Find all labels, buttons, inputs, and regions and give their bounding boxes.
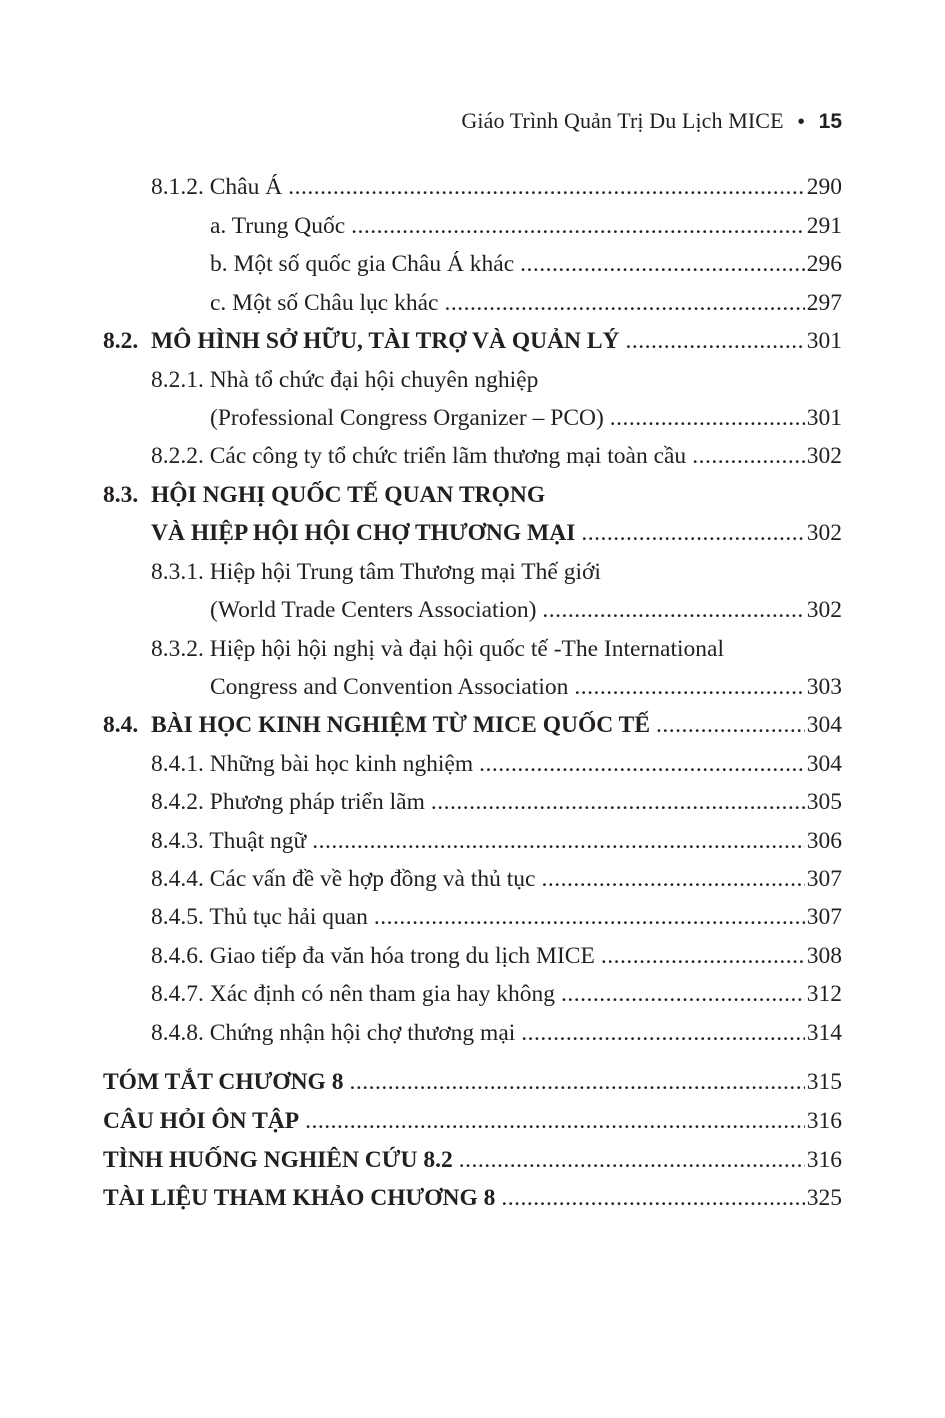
dot-leader [626, 325, 805, 357]
dot-leader [542, 594, 804, 626]
toc-review-questions[interactable] [0, 1105, 945, 1137]
toc-entry-page: 302 [806, 597, 842, 623]
toc-entry-c[interactable] [0, 287, 945, 319]
dot-leader [288, 171, 805, 203]
toc-entry-page: 312 [806, 981, 842, 1007]
toc-entry-8-4-8[interactable] [0, 1017, 945, 1049]
toc-section-8-3-line2[interactable] [0, 517, 945, 549]
dot-leader [349, 1066, 804, 1098]
toc-entry-page: 314 [806, 1020, 842, 1046]
dot-leader [351, 210, 805, 242]
toc-entry-8-1-2[interactable] [0, 171, 945, 203]
toc-entry-a[interactable] [0, 210, 945, 242]
toc-entry-page: 325 [806, 1185, 842, 1211]
toc-entry-page: 296 [806, 251, 842, 277]
toc-entry-label: c. Một số Châu lục khác [210, 290, 439, 316]
toc-entry-label: a. Trung Quốc [210, 213, 346, 239]
toc-entry-page: 301 [806, 405, 842, 431]
section-number: 8.3. [103, 482, 139, 508]
toc-entry-label: 8.2.1. Nhà tổ chức đại hội chuyên nghiệp [151, 367, 539, 393]
dot-leader [305, 1105, 805, 1137]
toc-entry-8-3-2-line2[interactable] [0, 671, 945, 703]
dot-leader [581, 517, 804, 549]
section-number: 8.4. [103, 712, 139, 738]
dot-leader [574, 671, 804, 703]
dot-leader [501, 1182, 804, 1214]
toc-entry-8-4-2[interactable] [0, 786, 945, 818]
dot-leader [610, 402, 805, 434]
toc-entry-b[interactable] [0, 248, 945, 280]
toc-entry-8-4-1[interactable] [0, 748, 945, 780]
toc-entry-8-4-3[interactable] [0, 825, 945, 857]
toc-entry-label: MÔ HÌNH SỞ HỮU, TÀI TRỢ VÀ QUẢN LÝ [151, 328, 620, 354]
dot-leader [561, 978, 805, 1010]
toc-entry-label: TÀI LIỆU THAM KHẢO CHƯƠNG 8 [103, 1185, 496, 1211]
toc-entry-label: 8.4.5. Thủ tục hải quan [151, 904, 368, 930]
toc-entry-8-4-7[interactable] [0, 978, 945, 1010]
dot-leader [656, 709, 805, 741]
toc-entry-label: (Professional Congress Organizer – PCO) [210, 405, 604, 431]
toc-entry-page: 316 [806, 1147, 842, 1173]
toc-entry-page: 306 [806, 828, 842, 854]
toc-entry-page: 307 [806, 866, 842, 892]
dot-leader [479, 748, 805, 780]
toc-entry-page: 303 [806, 674, 842, 700]
toc-references[interactable] [0, 1182, 945, 1214]
toc-section-8-4[interactable] [0, 709, 945, 741]
toc-case-study[interactable] [0, 1144, 945, 1176]
toc-entry-label: HỘI NGHỊ QUỐC TẾ QUAN TRỌNG [151, 482, 546, 508]
dot-leader [312, 825, 804, 857]
toc-entry-label: Congress and Convention Association [210, 674, 569, 700]
toc-entry-page: 304 [806, 751, 842, 777]
page-number: 15 [818, 110, 842, 133]
toc-entry-label: 8.4.8. Chứng nhận hội chợ thương mại [151, 1020, 516, 1046]
dot-leader [521, 1017, 804, 1049]
toc-entry-page: 302 [806, 443, 842, 469]
toc-entry-label: 8.1.2. Châu Á [151, 174, 283, 200]
toc-entry-label: 8.4.2. Phương pháp triển lãm [151, 789, 425, 815]
toc-entry-page: 316 [806, 1108, 842, 1134]
toc-entry-label: 8.4.1. Những bài học kinh nghiệm [151, 751, 474, 777]
toc-entry-label: 8.4.4. Các vấn đề về hợp đồng và thủ tục [151, 866, 536, 892]
dot-leader [692, 440, 805, 472]
toc-entry-label: BÀI HỌC KINH NGHIỆM TỪ MICE QUỐC TẾ [151, 712, 650, 738]
toc-entry-label: 8.3.1. Hiệp hội Trung tâm Thương mại Thế giới [151, 559, 601, 585]
toc-entry-label: b. Một số quốc gia Châu Á khác [210, 251, 515, 277]
toc-entry-label: 8.4.6. Giao tiếp đa văn hóa trong du lịch MICE [151, 943, 595, 969]
dot-leader [541, 863, 804, 895]
toc-section-8-2[interactable] [0, 325, 945, 357]
dot-leader [520, 248, 805, 280]
toc-entry-page: 291 [806, 213, 842, 239]
toc-entry-page: 308 [806, 943, 842, 969]
toc-entry-page: 307 [806, 904, 842, 930]
toc-entry-page: 315 [806, 1069, 842, 1095]
toc-section-8-3-line1[interactable] [0, 479, 945, 511]
toc-entry-page: 301 [806, 328, 842, 354]
toc-entry-label: 8.4.7. Xác định có nên tham gia hay không [151, 981, 555, 1007]
dot-leader [374, 901, 805, 933]
toc-chapter-summary[interactable] [0, 1066, 945, 1098]
dot-leader [459, 1144, 805, 1176]
dot-leader [601, 940, 805, 972]
toc-entry-8-4-5[interactable] [0, 901, 945, 933]
toc-entry-8-2-1-line2[interactable] [0, 402, 945, 434]
toc-entry-page: 304 [806, 712, 842, 738]
toc-entry-8-2-2[interactable] [0, 440, 945, 472]
toc-entry-8-4-4[interactable] [0, 863, 945, 895]
toc-entry-label: TÌNH HUỐNG NGHIÊN CỨU 8.2 [103, 1147, 453, 1173]
toc-entry-8-3-2-line1[interactable] [0, 633, 945, 665]
toc-entry-8-2-1-line1[interactable] [0, 364, 945, 396]
toc-entry-label: 8.2.2. Các công ty tổ chức triển lãm thương mại toàn cầu [151, 443, 687, 469]
book-title: Giáo Trình Quản Trị Du Lịch MICE [461, 108, 784, 133]
toc-entry-8-4-6[interactable] [0, 940, 945, 972]
toc-entry-label: VÀ HIỆP HỘI HỘI CHỢ THƯƠNG MẠI [151, 520, 576, 546]
running-header [461, 108, 842, 134]
toc-entry-8-3-1-line2[interactable] [0, 594, 945, 626]
toc-entry-label: 8.3.2. Hiệp hội hội nghị và đại hội quốc tế -The International [151, 636, 724, 662]
toc-entry-page: 302 [806, 520, 842, 546]
dot-leader [431, 786, 805, 818]
toc-entry-label: (World Trade Centers Association) [210, 597, 537, 623]
toc-entry-label: TÓM TẮT CHƯƠNG 8 [103, 1069, 344, 1095]
toc-entry-page: 305 [806, 789, 842, 815]
section-number: 8.2. [103, 328, 139, 354]
toc-entry-8-3-1-line1[interactable] [0, 556, 945, 588]
dot-leader [444, 287, 804, 319]
header-bullet: • [797, 111, 805, 133]
toc-entry-page: 297 [806, 290, 842, 316]
toc-entry-page: 290 [806, 174, 842, 200]
toc-entry-label: 8.4.3. Thuật ngữ [151, 828, 307, 854]
toc-entry-label: CÂU HỎI ÔN TẬP [103, 1108, 300, 1134]
